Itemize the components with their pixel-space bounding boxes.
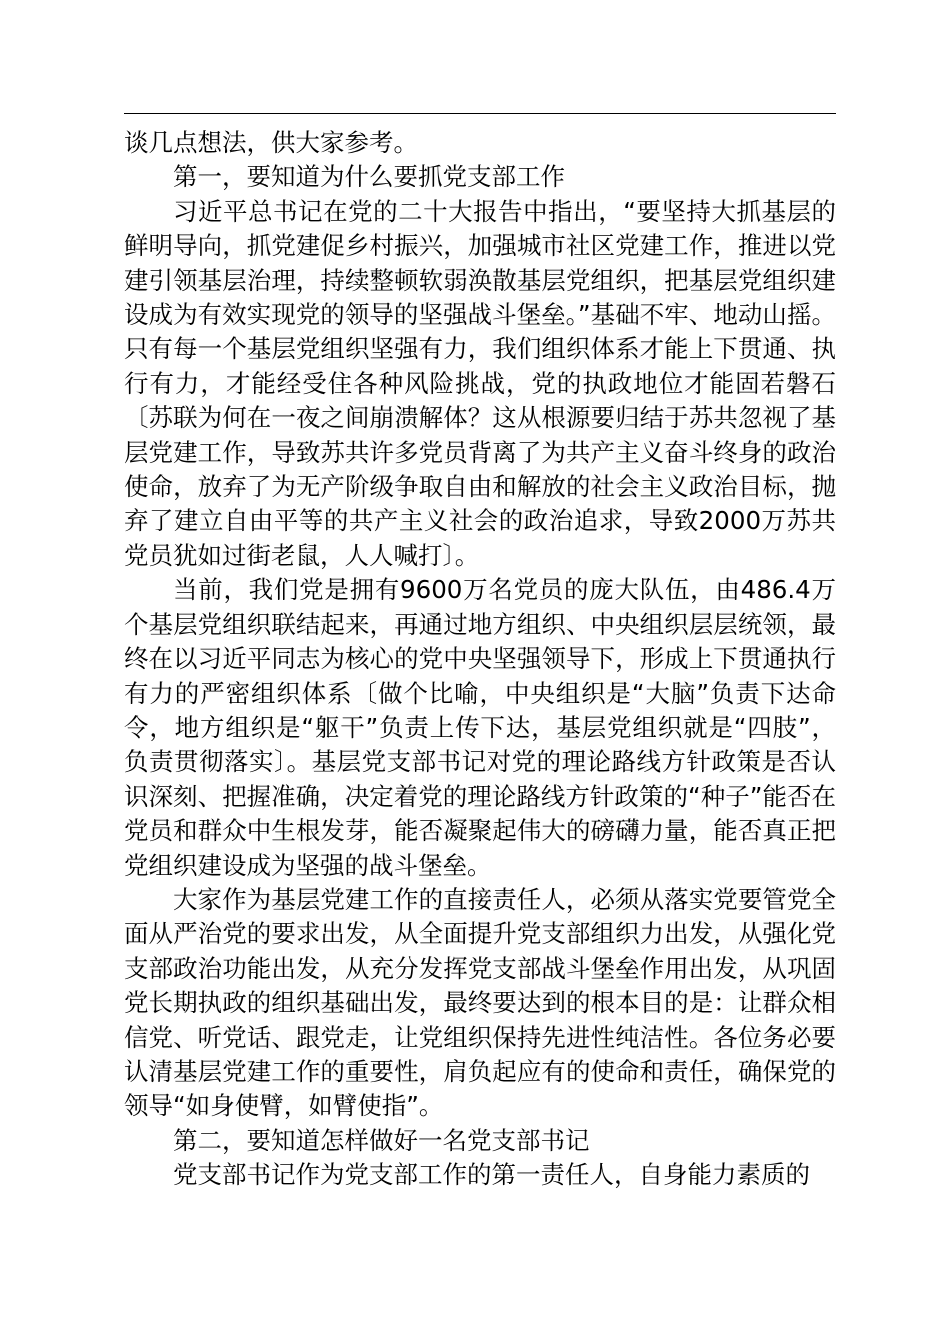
- section-heading-2: 第二，要知道怎样做好一名党支部书记: [173, 1125, 590, 1155]
- paragraph-responsibility: 大家作为基层党建工作的直接责任人，必须从落实党要管党全面从严治党的要求出发，从全面提升党支部组织力出发，从强化党支部政治功能出发，从充分发挥党支部战斗堡垒作用出发，从巩固党长期执政的组织基础出发，最终要达到的根本目的是：让群众相信党、听党话、跟党走，让党组织保持先进性纯洁性。各位务必要认清基层党建工作的重要性，肩负起应有的使命和责任，确保党的领导“如身使臂，如臂使指”。: [124, 884, 836, 1121]
- header-rule: [124, 113, 836, 114]
- paragraph-xi-quote: 习近平总书记在党的二十大报告中指出，“要坚持大抓基层的鲜明导向，抓党建促乡村振兴，加强城市社区党建工作，推进以党建引领基层治理，持续整顿软弱涣散基层党组织，把基层党组织建设成为有效实现党的领导的坚强战斗堡垒。”基础不牢、地动山摇。只有每一个基层党组织坚强有力，我们组织体系才能上下贯通、执行有力，才能经受住各种风险挑战，党的执政地位才能固若磐石〔苏联为何在一夜之间崩溃解体？这从根源要归结于苏共忽视了基层党建工作，导致苏共许多党员背离了为共产主义奋斗终身的政治使命，放弃了为无产阶级争取自由和解放的社会主义政治目标，抛弃了建立自由平等的共产主义社会的政治追求，导致2000万苏共党员犹如过街老鼠，人人喊打〕。: [124, 196, 836, 570]
- paragraph-intro-closing: 谈几点想法，供大家参考。: [124, 128, 418, 157]
- paragraph-secretary-role: 党支部书记作为党支部工作的第一责任人，自身能力素质的: [173, 1160, 810, 1190]
- paragraph-party-organization: 当前，我们党是拥有9600万名党员的庞大队伍，由486.4万个基层党组织联结起来，再通过地方组织、中央组织层层统领，最终在以习近平同志为核心的党中央坚强领导下，形成上下贯通执行有力的严密组织体系〔做个比喻，中央组织是“大脑”负责下达命令，地方组织是“躯干”负责上传下达，基层党组织就是“四肢”，负责贯彻落实〕。基层党支部书记对党的理论路线方针政策是否认识深刻、把握准确，决定着党的理论路线方针政策的“种子”能否在党员和群众中生根发芽，能否凝聚起伟大的磅礴力量，能否真正把党组织建设成为坚强的战斗堡垒。: [124, 575, 836, 880]
- section-heading-1: 第一，要知道为什么要抓党支部工作: [173, 162, 565, 192]
- document-body: [124, 126, 836, 1193]
